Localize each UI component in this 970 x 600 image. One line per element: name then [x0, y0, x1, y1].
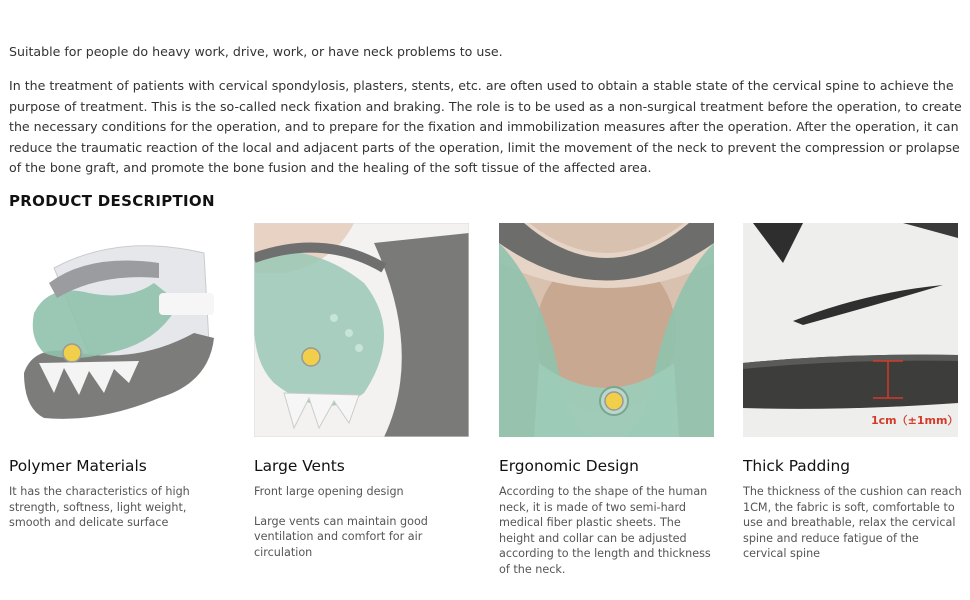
feature-title: Large Vents	[254, 457, 345, 475]
feature-card-polymer	[9, 223, 231, 531]
feature-card-ergonomic	[499, 223, 721, 578]
description-paragraph: In the treatment of patients with cervical spondylosis, plasters, stents, etc. are often used to obtain a stable state of the cervical spine to achieve the purpose of treatment. This is the so-called neck fixation and braking. The role is to be used as a non-surgical treatment before the operation, to create the necessary conditions for the operation, and to prepare for the fixation and immobilization measures after the operation. After the operation, it can reduce the traumatic reaction of the local and adjacent parts of the operation, limit the movement of the neck to prevent the compression or prolapse of the bone graft, and promote the bone fusion and the healing of the soft tissue of the affected area.	[9, 78, 962, 176]
feature-description: It has the characteristics of high strength, softness, light weight, smooth and delicate surface	[9, 485, 190, 530]
intro-text: Suitable for people do heavy work, drive, work, or have neck problems to use.	[9, 44, 503, 59]
feature-description: The thickness of the cushion can reach 1CM, the fabric is soft, comfortable to use and breathable, relax the cervical spine and reduce fatigue of the cervical spine	[743, 485, 962, 561]
feature-title: Ergonomic Design	[499, 457, 639, 475]
feature-description: Front large opening design Large vents can maintain good ventilation and comfort for air circulation	[254, 485, 428, 559]
feature-card-padding	[743, 223, 965, 562]
product-image-collar	[9, 223, 224, 437]
feature-title: Thick Padding	[743, 457, 851, 475]
feature-title: Polymer Materials	[9, 457, 147, 475]
product-image-ergonomic	[499, 223, 714, 437]
measurement-label: 1cm（±1mm）	[871, 414, 958, 427]
product-image-vents	[254, 223, 469, 437]
feature-card-vents	[254, 223, 476, 560]
section-title: PRODUCT DESCRIPTION	[9, 192, 215, 210]
feature-description: According to the shape of the human neck, it is made of two semi-hard medical fiber plastic sheets. The height and collar can be adjusted according to the length and thickness of the neck.	[499, 485, 711, 576]
product-image-padding	[743, 223, 958, 437]
